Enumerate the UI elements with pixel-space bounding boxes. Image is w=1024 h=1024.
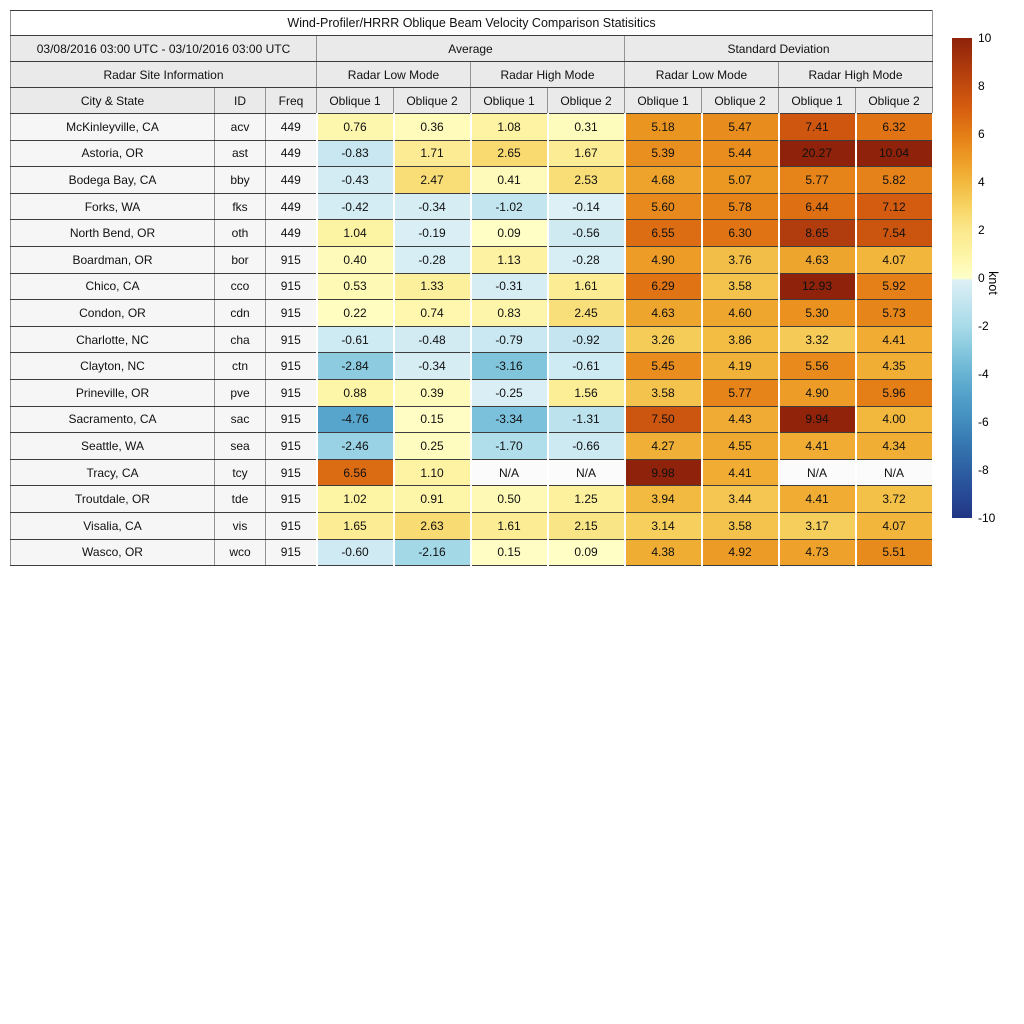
freq-cell: 915 [266, 433, 317, 460]
value-cell: -3.34 [471, 406, 548, 433]
group-header-average: Average [317, 36, 625, 62]
col-header-oblique: Oblique 1 [317, 88, 394, 114]
value-cell: 0.40 [317, 246, 394, 273]
value-cell: -0.48 [394, 326, 471, 353]
col-header-oblique: Oblique 2 [548, 88, 625, 114]
stats-table [10, 10, 934, 566]
freq-cell: 915 [266, 246, 317, 273]
freq-cell: 915 [266, 486, 317, 513]
value-cell: 3.94 [625, 486, 702, 513]
mode-header-std-low: Radar Low Mode [625, 62, 779, 88]
value-cell: 5.77 [702, 379, 779, 406]
value-cell: -0.42 [317, 193, 394, 220]
value-cell: 1.04 [317, 220, 394, 247]
value-cell: 4.00 [856, 406, 933, 433]
value-cell: 0.53 [317, 273, 394, 300]
colorbar [952, 31, 1022, 525]
site-id-cell: tde [215, 486, 266, 513]
value-cell: 0.74 [394, 300, 471, 327]
city-cell: Sacramento, CA [11, 406, 215, 433]
table-row [11, 406, 933, 433]
value-cell: 1.65 [317, 512, 394, 539]
value-cell: 1.08 [471, 114, 548, 141]
value-cell: 0.91 [394, 486, 471, 513]
value-cell: 20.27 [779, 140, 856, 167]
value-cell: 1.25 [548, 486, 625, 513]
col-header-oblique: Oblique 2 [394, 88, 471, 114]
value-cell: 5.51 [856, 539, 933, 566]
value-cell: 5.82 [856, 167, 933, 194]
site-id-cell: tcy [215, 459, 266, 486]
value-cell: 4.63 [625, 300, 702, 327]
value-cell: 5.78 [702, 193, 779, 220]
value-cell: N/A [856, 459, 933, 486]
value-cell: 1.61 [548, 273, 625, 300]
colorbar-tick-label: -10 [978, 511, 996, 525]
group-header-stddev: Standard Deviation [625, 36, 933, 62]
value-cell: -0.43 [317, 167, 394, 194]
freq-cell: 915 [266, 539, 317, 566]
value-cell: 12.93 [779, 273, 856, 300]
value-cell: 1.71 [394, 140, 471, 167]
city-cell: Bodega Bay, CA [11, 167, 215, 194]
city-cell: Tracy, CA [11, 459, 215, 486]
site-id-cell: cdn [215, 300, 266, 327]
value-cell: 9.98 [625, 459, 702, 486]
col-header-oblique: Oblique 1 [625, 88, 702, 114]
value-cell: 5.92 [856, 273, 933, 300]
value-cell: -2.84 [317, 353, 394, 380]
value-cell: 9.94 [779, 406, 856, 433]
value-cell: 4.73 [779, 539, 856, 566]
value-cell: 1.02 [317, 486, 394, 513]
city-cell: Condon, OR [11, 300, 215, 327]
site-id-cell: sac [215, 406, 266, 433]
site-id-cell: pve [215, 379, 266, 406]
value-cell: -0.79 [471, 326, 548, 353]
value-cell: 3.76 [702, 246, 779, 273]
col-header-oblique: Oblique 2 [702, 88, 779, 114]
value-cell: 1.13 [471, 246, 548, 273]
colorbar-tick-label: 6 [978, 127, 985, 141]
value-cell: -0.25 [471, 379, 548, 406]
site-id-cell: sea [215, 433, 266, 460]
site-info-header: Radar Site Information [11, 62, 317, 88]
value-cell: 1.33 [394, 273, 471, 300]
colorbar-tick-label: -4 [978, 367, 989, 381]
value-cell: 6.55 [625, 220, 702, 247]
value-cell: -0.14 [548, 193, 625, 220]
value-cell: 4.41 [856, 326, 933, 353]
colorbar-tick-label: 0 [978, 271, 985, 285]
value-cell: 5.96 [856, 379, 933, 406]
mode-header-row [11, 62, 933, 88]
value-cell: 3.17 [779, 512, 856, 539]
colorbar-tick-label: -6 [978, 415, 989, 429]
col-header-city: City & State [11, 88, 215, 114]
city-cell: Visalia, CA [11, 512, 215, 539]
value-cell: 5.44 [702, 140, 779, 167]
value-cell: 4.55 [702, 433, 779, 460]
value-cell: 4.41 [779, 433, 856, 460]
value-cell: 4.07 [856, 512, 933, 539]
col-header-id: ID [215, 88, 266, 114]
value-cell: -0.31 [471, 273, 548, 300]
value-cell: 4.27 [625, 433, 702, 460]
value-cell: 5.73 [856, 300, 933, 327]
value-cell: 1.56 [548, 379, 625, 406]
value-cell: -0.92 [548, 326, 625, 353]
value-cell: 6.44 [779, 193, 856, 220]
value-cell: 2.63 [394, 512, 471, 539]
value-cell: 0.76 [317, 114, 394, 141]
table-row [11, 326, 933, 353]
value-cell: 2.65 [471, 140, 548, 167]
col-header-oblique: Oblique 2 [856, 88, 933, 114]
value-cell: 1.10 [394, 459, 471, 486]
city-cell: Boardman, OR [11, 246, 215, 273]
value-cell: 4.60 [702, 300, 779, 327]
value-cell: 1.61 [471, 512, 548, 539]
value-cell: 4.38 [625, 539, 702, 566]
value-cell: 5.30 [779, 300, 856, 327]
site-id-cell: bor [215, 246, 266, 273]
value-cell: 0.25 [394, 433, 471, 460]
city-cell: North Bend, OR [11, 220, 215, 247]
city-cell: Clayton, NC [11, 353, 215, 380]
value-cell: 4.43 [702, 406, 779, 433]
value-cell: 5.45 [625, 353, 702, 380]
colorbar-tick-label: 8 [978, 79, 985, 93]
value-cell: -0.83 [317, 140, 394, 167]
value-cell: 7.12 [856, 193, 933, 220]
value-cell: -1.02 [471, 193, 548, 220]
freq-cell: 915 [266, 406, 317, 433]
freq-cell: 915 [266, 326, 317, 353]
colorbar-tick-label: 4 [978, 175, 985, 189]
value-cell: 2.45 [548, 300, 625, 327]
value-cell: 3.32 [779, 326, 856, 353]
value-cell: -0.66 [548, 433, 625, 460]
value-cell: 5.39 [625, 140, 702, 167]
city-cell: Seattle, WA [11, 433, 215, 460]
value-cell: 7.41 [779, 114, 856, 141]
site-id-cell: cco [215, 273, 266, 300]
value-cell: 0.50 [471, 486, 548, 513]
freq-cell: 915 [266, 459, 317, 486]
value-cell: 3.86 [702, 326, 779, 353]
freq-cell: 915 [266, 300, 317, 327]
table-row [11, 353, 933, 380]
mode-header-std-high: Radar High Mode [779, 62, 933, 88]
value-cell: -0.34 [394, 353, 471, 380]
value-cell: -2.16 [394, 539, 471, 566]
value-cell: 1.67 [548, 140, 625, 167]
table-row [11, 273, 933, 300]
freq-cell: 449 [266, 140, 317, 167]
date-range-cell: 03/08/2016 03:00 UTC - 03/10/2016 03:00 UTC [11, 36, 317, 62]
value-cell: 0.36 [394, 114, 471, 141]
value-cell: 3.58 [702, 273, 779, 300]
value-cell: 4.41 [779, 486, 856, 513]
site-id-cell: bby [215, 167, 266, 194]
col-header-freq: Freq [266, 88, 317, 114]
freq-cell: 915 [266, 353, 317, 380]
value-cell: -1.70 [471, 433, 548, 460]
table-row [11, 140, 933, 167]
value-cell: 4.68 [625, 167, 702, 194]
table-row [11, 220, 933, 247]
site-id-cell: vis [215, 512, 266, 539]
site-id-cell: wco [215, 539, 266, 566]
value-cell: 3.58 [702, 512, 779, 539]
city-cell: Prineville, OR [11, 379, 215, 406]
value-cell: -3.16 [471, 353, 548, 380]
colorbar-tick-label: -8 [978, 463, 989, 477]
value-cell: 2.53 [548, 167, 625, 194]
value-cell: -0.61 [317, 326, 394, 353]
table-row [11, 379, 933, 406]
city-cell: Charlotte, NC [11, 326, 215, 353]
freq-cell: 449 [266, 114, 317, 141]
value-cell: 3.58 [625, 379, 702, 406]
value-cell: N/A [779, 459, 856, 486]
value-cell: 4.63 [779, 246, 856, 273]
table-row [11, 114, 933, 141]
value-cell: 0.09 [471, 220, 548, 247]
value-cell: 7.54 [856, 220, 933, 247]
colorbar-unit-label: knot [986, 271, 1000, 295]
value-cell: 0.09 [548, 539, 625, 566]
value-cell: 0.83 [471, 300, 548, 327]
freq-cell: 449 [266, 167, 317, 194]
value-cell: 2.15 [548, 512, 625, 539]
value-cell: 6.29 [625, 273, 702, 300]
value-cell: 6.32 [856, 114, 933, 141]
colorbar-tick-label: -2 [978, 319, 989, 333]
value-cell: -0.61 [548, 353, 625, 380]
value-cell: 4.90 [625, 246, 702, 273]
title-row [11, 11, 933, 36]
site-id-cell: acv [215, 114, 266, 141]
value-cell: 5.56 [779, 353, 856, 380]
city-cell: Chico, CA [11, 273, 215, 300]
col-header-oblique: Oblique 1 [471, 88, 548, 114]
freq-cell: 449 [266, 193, 317, 220]
value-cell: -0.19 [394, 220, 471, 247]
city-cell: Forks, WA [11, 193, 215, 220]
value-cell: 5.77 [779, 167, 856, 194]
value-cell: 3.44 [702, 486, 779, 513]
city-cell: McKinleyville, CA [11, 114, 215, 141]
value-cell: 10.04 [856, 140, 933, 167]
city-cell: Astoria, OR [11, 140, 215, 167]
value-cell: 2.47 [394, 167, 471, 194]
site-id-cell: fks [215, 193, 266, 220]
table-row [11, 246, 933, 273]
site-id-cell: ctn [215, 353, 266, 380]
value-cell: 0.15 [394, 406, 471, 433]
table-title: Wind-Profiler/HRRR Oblique Beam Velocity Comparison Statisitics [11, 11, 933, 36]
value-cell: 0.15 [471, 539, 548, 566]
value-cell: -4.76 [317, 406, 394, 433]
value-cell: -0.56 [548, 220, 625, 247]
site-id-cell: cha [215, 326, 266, 353]
mode-header-avg-high: Radar High Mode [471, 62, 625, 88]
value-cell: 5.18 [625, 114, 702, 141]
value-cell: N/A [548, 459, 625, 486]
value-cell: 3.72 [856, 486, 933, 513]
mode-header-avg-low: Radar Low Mode [317, 62, 471, 88]
value-cell: 0.41 [471, 167, 548, 194]
freq-cell: 915 [266, 379, 317, 406]
value-cell: 5.60 [625, 193, 702, 220]
value-cell: -0.34 [394, 193, 471, 220]
city-cell: Wasco, OR [11, 539, 215, 566]
value-cell: 0.22 [317, 300, 394, 327]
value-cell: 6.56 [317, 459, 394, 486]
table-row [11, 433, 933, 460]
value-cell: 6.30 [702, 220, 779, 247]
column-header-row [11, 88, 933, 114]
value-cell: N/A [471, 459, 548, 486]
value-cell: -2.46 [317, 433, 394, 460]
table-row [11, 486, 933, 513]
table-row [11, 193, 933, 220]
table-row [11, 459, 933, 486]
colorbar-gradient [952, 38, 972, 518]
table-row [11, 512, 933, 539]
colorbar-tick-label: 10 [978, 31, 992, 45]
value-cell: 4.92 [702, 539, 779, 566]
value-cell: -1.31 [548, 406, 625, 433]
value-cell: 3.14 [625, 512, 702, 539]
table-row [11, 300, 933, 327]
value-cell: 0.88 [317, 379, 394, 406]
value-cell: 4.90 [779, 379, 856, 406]
value-cell: 0.31 [548, 114, 625, 141]
col-header-oblique: Oblique 1 [779, 88, 856, 114]
colorbar-tick-label: 2 [978, 223, 985, 237]
value-cell: 5.47 [702, 114, 779, 141]
value-cell: -0.28 [394, 246, 471, 273]
value-cell: 5.07 [702, 167, 779, 194]
value-cell: -0.60 [317, 539, 394, 566]
value-cell: 8.65 [779, 220, 856, 247]
value-cell: 4.35 [856, 353, 933, 380]
value-cell: 4.34 [856, 433, 933, 460]
freq-cell: 915 [266, 512, 317, 539]
value-cell: 4.07 [856, 246, 933, 273]
value-cell: 4.41 [702, 459, 779, 486]
group-header-row [11, 36, 933, 62]
table-row [11, 539, 933, 566]
freq-cell: 915 [266, 273, 317, 300]
value-cell: -0.28 [548, 246, 625, 273]
freq-cell: 449 [266, 220, 317, 247]
value-cell: 0.39 [394, 379, 471, 406]
value-cell: 3.26 [625, 326, 702, 353]
table-row [11, 167, 933, 194]
value-cell: 4.19 [702, 353, 779, 380]
city-cell: Troutdale, OR [11, 486, 215, 513]
value-cell: 7.50 [625, 406, 702, 433]
site-id-cell: ast [215, 140, 266, 167]
site-id-cell: oth [215, 220, 266, 247]
